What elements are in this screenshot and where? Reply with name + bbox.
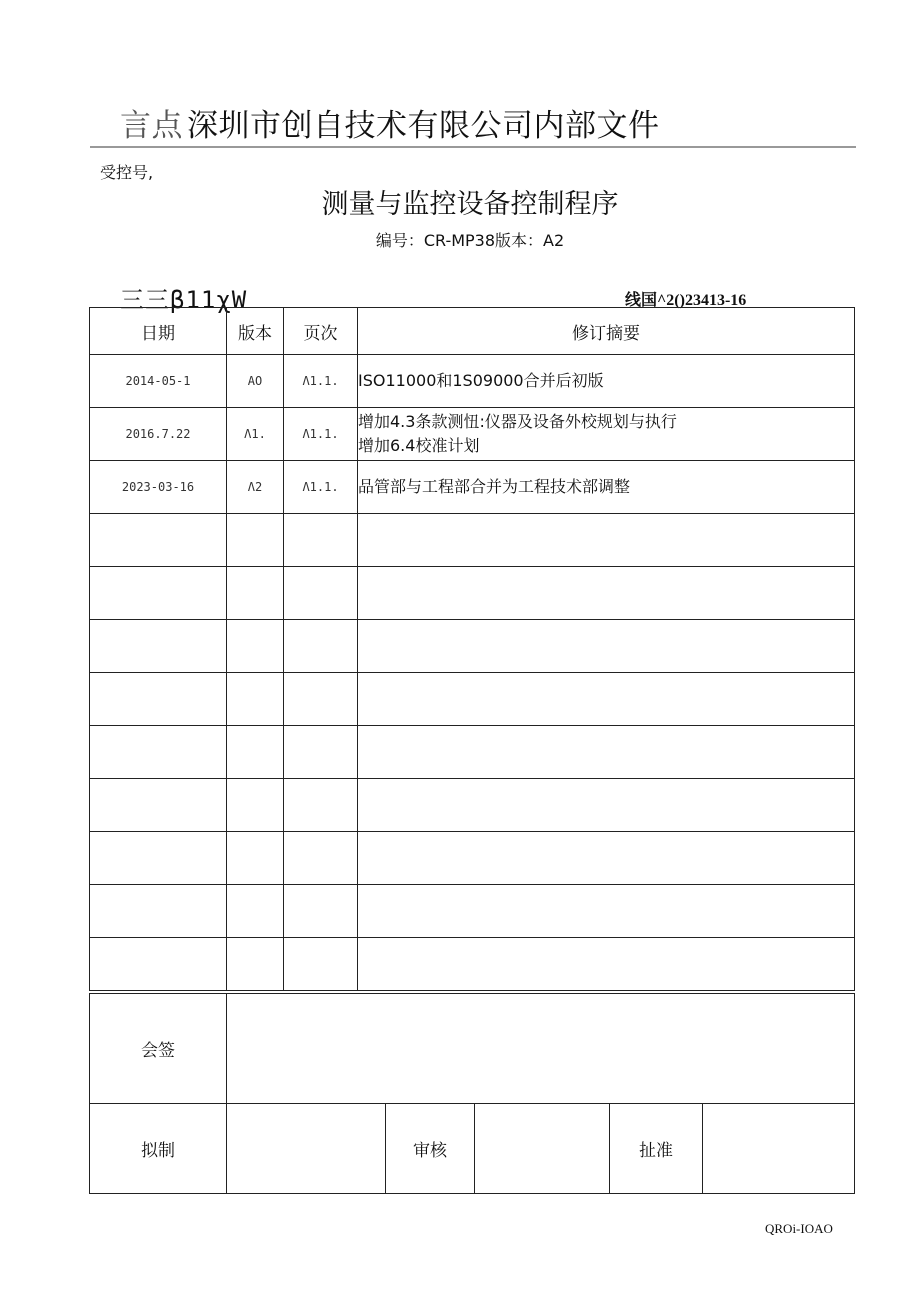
revision-page [284,832,358,885]
revision-version [227,620,284,673]
revision-page [284,938,358,991]
revision-summary [358,461,855,514]
revision-page [284,779,358,832]
revision-row [90,885,855,938]
revision-date [90,938,227,991]
company-name: 深圳市创自技术有限公司内部文件 [187,108,660,144]
review-field [475,1104,610,1194]
revision-version [227,567,284,620]
revision-summary [358,355,855,408]
garbled-text-right: 线国^2()23413-16 [625,292,747,309]
revision-version [227,779,284,832]
revision-date [90,567,227,620]
revision-page [284,673,358,726]
signoff-table [89,993,855,1194]
revision-date [90,514,227,567]
approve-label: 扯准 [610,1104,703,1194]
revision-version [227,832,284,885]
header-divider [90,146,856,148]
revision-summary [358,514,855,567]
header-date: 日期 [90,308,227,355]
revision-summary [358,673,855,726]
revision-date [90,620,227,673]
revision-summary [358,726,855,779]
revision-page: Λ1.1. [284,355,358,408]
header-summary: 修订摘要 [358,308,855,355]
revision-page [284,567,358,620]
revision-version [227,514,284,567]
revision-summary [358,567,855,620]
document-code-line: 编号：CR-MP38版本：A2 [375,231,565,250]
approval-row [90,1104,855,1194]
drafted-label: 拟制 [90,1104,227,1194]
revision-row [90,832,855,885]
revision-page: Λ1.1. [284,408,358,461]
revision-header-row [90,308,855,355]
revision-date [90,832,227,885]
revision-summary [358,779,855,832]
revision-version: AO [227,355,284,408]
revision-page: Λ1.1. [284,461,358,514]
revision-summary [358,885,855,938]
drafted-field [227,1104,386,1194]
revision-summary [358,620,855,673]
countersign-field [227,994,855,1104]
revision-rows [90,355,855,991]
company-header [120,100,660,145]
review-label: 审核 [386,1104,475,1194]
revision-page [284,726,358,779]
revision-row [90,355,855,408]
revision-row [90,779,855,832]
revision-version [227,726,284,779]
revision-page [284,620,358,673]
revision-date: 2014-05-1 [90,355,227,408]
revision-summary [358,832,855,885]
garbled-text-left: 三三β11χW [120,286,248,314]
revision-row [90,461,855,514]
revision-version [227,673,284,726]
revision-version [227,938,284,991]
countersign-label: 会签 [90,994,227,1104]
revision-summary-line: 增加4.3条款测忸:仪器及设备外校规划与执行 [358,412,677,431]
header-page: 页次 [284,308,358,355]
revision-version: Λ2 [227,461,284,514]
revision-page [284,885,358,938]
company-logo-text: 言点 [120,108,183,144]
revision-date [90,726,227,779]
revision-date: 2016.7.22 [90,408,227,461]
revision-date [90,673,227,726]
revision-page [284,514,358,567]
revision-row [90,673,855,726]
revision-version: Λ1. [227,408,284,461]
revision-row [90,620,855,673]
header-version: 版本 [227,308,284,355]
revision-summary [358,408,855,461]
control-number-label: 受控号, [100,163,154,182]
revision-date [90,885,227,938]
revision-date: 2023-03-16 [90,461,227,514]
revision-row [90,726,855,779]
revision-version [227,885,284,938]
revision-summary-line: ISO11000和1S09000合并后初版 [358,371,604,390]
revision-row [90,938,855,991]
document-title: 测量与监控设备控制程序 [321,189,619,220]
countersign-row [90,994,855,1104]
revision-table [89,307,855,991]
revision-summary-line: 品管部与工程部合并为工程技术部调整 [358,477,631,496]
revision-row [90,567,855,620]
revision-row [90,408,855,461]
approve-field [703,1104,855,1194]
revision-row [90,514,855,567]
revision-summary [358,938,855,991]
revision-date [90,779,227,832]
form-code: QROi-IOAO [765,1221,833,1236]
revision-summary-line: 增加6.4校准计划 [358,436,480,455]
